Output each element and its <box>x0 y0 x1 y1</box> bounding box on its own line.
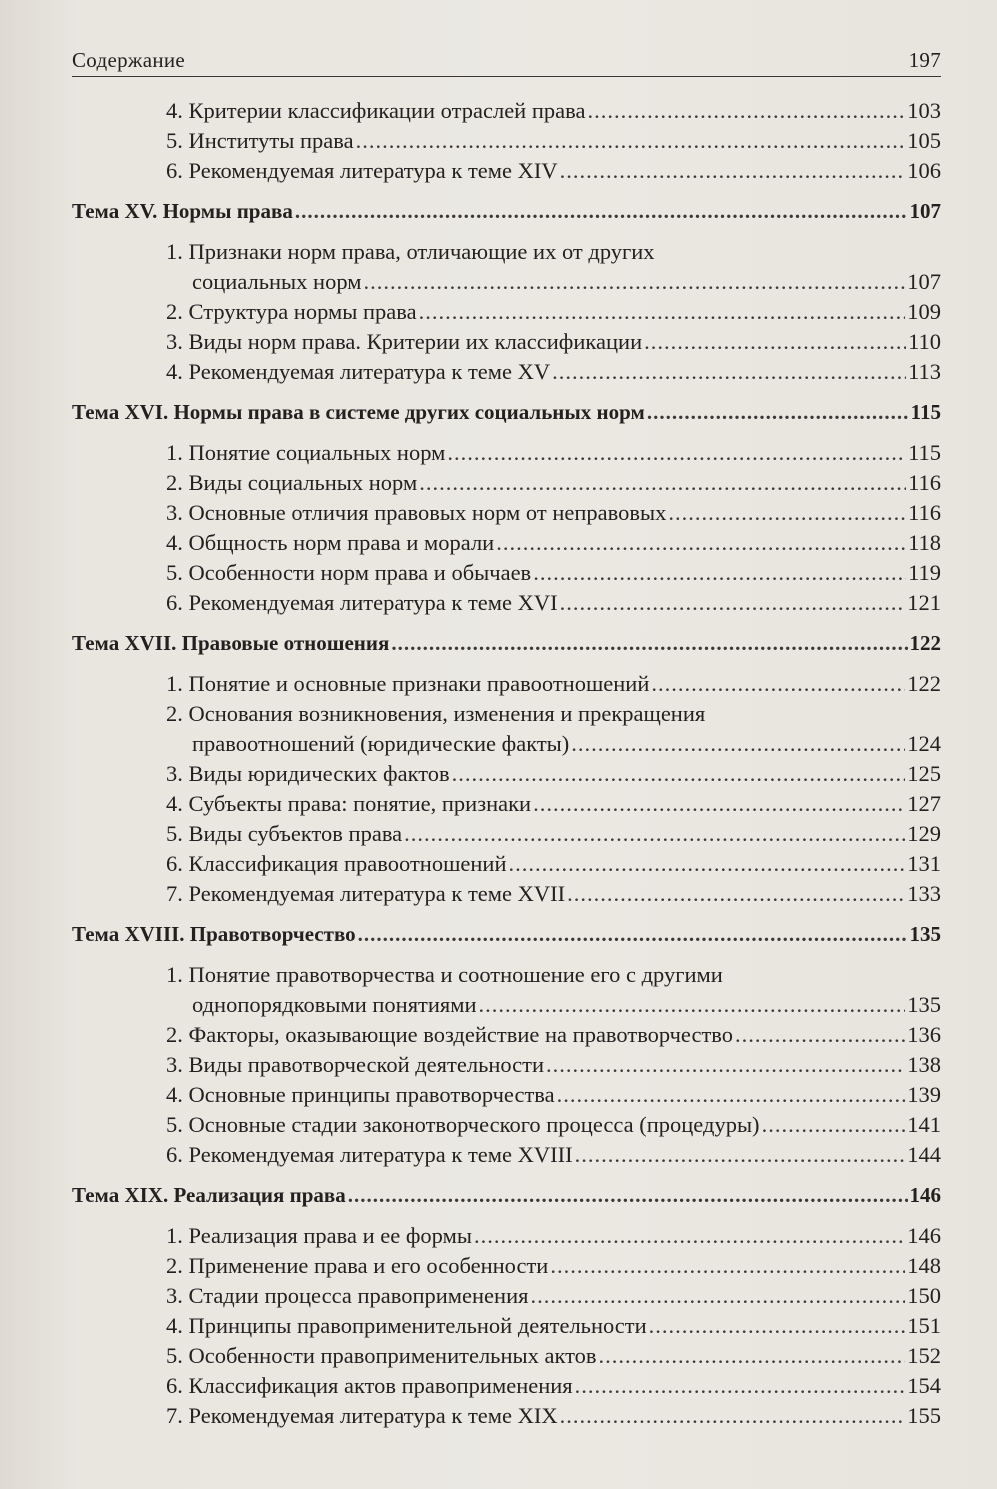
toc-item-text: 5. Особенности правоприменительных актов <box>166 1343 597 1368</box>
dot-leader <box>533 558 906 588</box>
toc-item-page: 133 <box>907 881 941 906</box>
dot-leader <box>552 357 906 387</box>
toc-item-page: 109 <box>907 299 941 324</box>
dot-leader <box>560 1401 906 1431</box>
toc-item-text: однопорядковыми понятиями <box>192 992 477 1017</box>
dot-leader <box>474 1221 905 1251</box>
toc-item-text: 4. Принципы правоприменительной деятельности <box>166 1313 647 1338</box>
toc-item <box>72 1341 941 1371</box>
toc-item-text: 7. Рекомендуемая литература к теме XVII <box>166 881 566 906</box>
toc-item-page: 121 <box>907 590 941 615</box>
dot-leader <box>419 297 906 327</box>
dot-leader <box>533 789 905 819</box>
dot-leader <box>668 498 906 528</box>
dot-leader <box>391 627 907 659</box>
dot-leader <box>419 468 906 498</box>
dot-leader <box>452 759 906 789</box>
dot-leader <box>557 1080 906 1110</box>
toc-item <box>72 1371 941 1401</box>
toc-item-text: 4. Основные принципы правотворчества <box>166 1082 555 1107</box>
toc-item-text: 1. Реализация права и ее формы <box>166 1223 472 1248</box>
dot-leader <box>651 669 905 699</box>
toc-item-text: 5. Основные стадии законотворческого процесса (процедуры) <box>166 1112 760 1137</box>
toc-item-page: 125 <box>907 761 941 786</box>
toc-item-text: 3. Основные отличия правовых норм от неправовых <box>166 500 667 525</box>
toc-item-text: 7. Рекомендуемая литература к теме XIX <box>166 1403 558 1428</box>
toc-item <box>72 1221 941 1251</box>
dot-leader <box>363 267 905 297</box>
toc-topic-heading <box>72 396 941 428</box>
toc-item <box>72 558 941 588</box>
toc-item-text: 4. Субъекты права: понятие, признаки <box>166 791 532 816</box>
dot-leader <box>649 1311 906 1341</box>
toc-topic-page: 122 <box>909 631 941 655</box>
toc-item-text: 3. Виды юридических фактов <box>166 761 450 786</box>
toc-item <box>72 789 941 819</box>
toc-item <box>72 498 941 528</box>
toc-item <box>72 819 941 849</box>
toc-item <box>72 357 941 387</box>
toc-item-page: 106 <box>907 158 941 183</box>
toc-item-page: 103 <box>907 98 941 123</box>
toc-item <box>72 297 941 327</box>
toc-item-text: 5. Виды субъектов права <box>166 821 403 846</box>
toc-item-text: 2. Применение права и его особенности <box>166 1253 549 1278</box>
toc-item-page: 127 <box>907 791 941 816</box>
toc-item-page: 144 <box>907 1142 941 1167</box>
toc-item-page: 122 <box>907 671 941 696</box>
toc-item-text: 6. Рекомендуемая литература к теме XVIII <box>166 1142 573 1167</box>
toc-item-text: 6. Классификация правоотношений <box>166 851 507 876</box>
running-head-title: Содержание <box>72 48 186 72</box>
toc-item <box>72 1110 941 1140</box>
dot-leader <box>735 1020 905 1050</box>
toc-item-page: 148 <box>907 1253 941 1278</box>
toc-item-page: 107 <box>907 269 941 294</box>
dot-leader <box>530 1281 905 1311</box>
toc-item <box>72 669 941 699</box>
dot-leader <box>546 1050 905 1080</box>
toc-item <box>72 267 941 297</box>
toc-item-text: 3. Виды правотворческой деятельности <box>166 1052 545 1077</box>
toc-item-text: 1. Понятие социальных норм <box>166 440 446 465</box>
toc-item-page: 118 <box>908 530 941 555</box>
dot-leader <box>358 918 908 950</box>
toc-item <box>72 1401 941 1431</box>
dot-leader <box>479 990 906 1020</box>
toc-item-page: 139 <box>907 1082 941 1107</box>
dot-leader <box>560 156 906 186</box>
toc-item <box>72 126 941 156</box>
toc-item-page: 110 <box>908 329 941 354</box>
toc-item-page: 113 <box>908 359 941 384</box>
toc-item <box>72 1311 941 1341</box>
toc-topic-title: Тема XVI. Нормы права в системе других социальных норм <box>72 400 645 424</box>
toc-topic-title: Тема XV. Нормы права <box>72 199 293 223</box>
toc-item-text: 2. Виды социальных норм <box>166 470 418 495</box>
toc-topic-title: Тема XVII. Правовые отношения <box>72 631 390 655</box>
toc-item <box>72 759 941 789</box>
toc-item-text: 3. Стадии процесса правоприменения <box>166 1283 529 1308</box>
toc-item-text: 4. Рекомендуемая литература к теме XV <box>166 359 551 384</box>
toc-item <box>72 438 941 468</box>
table-of-contents <box>72 96 941 1431</box>
dot-leader <box>404 819 905 849</box>
toc-item-text: 4. Общность норм права и морали <box>166 530 495 555</box>
toc-item-text: 6. Рекомендуемая литература к теме XIV <box>166 158 558 183</box>
toc-item <box>72 528 941 558</box>
dot-leader <box>575 1371 906 1401</box>
dot-leader <box>647 396 909 428</box>
toc-topic-heading <box>72 918 941 950</box>
toc-item-page: 136 <box>907 1022 941 1047</box>
toc-item-first-line: 1. Признаки норм права, отличающие их от других <box>166 239 655 264</box>
toc-item <box>72 1281 941 1311</box>
dot-leader <box>762 1110 906 1140</box>
toc-item-page: 151 <box>907 1313 941 1338</box>
toc-item <box>72 1140 941 1170</box>
dot-leader <box>447 438 906 468</box>
toc-item <box>72 849 941 879</box>
dot-leader <box>550 1251 905 1281</box>
toc-item-page: 129 <box>907 821 941 846</box>
toc-item <box>72 1251 941 1281</box>
toc-item <box>72 1050 941 1080</box>
toc-item <box>72 729 941 759</box>
toc-topic-heading <box>72 627 941 659</box>
toc-item-text: 6. Классификация актов правоприменения <box>166 1373 573 1398</box>
toc-item <box>72 156 941 186</box>
toc-item-page: 155 <box>907 1403 941 1428</box>
dot-leader <box>496 528 906 558</box>
dot-leader <box>644 327 906 357</box>
toc-item-page: 105 <box>907 128 941 153</box>
toc-item-page: 115 <box>908 440 941 465</box>
toc-item <box>72 327 941 357</box>
toc-item-page: 146 <box>907 1223 941 1248</box>
toc-item-page: 131 <box>907 851 941 876</box>
toc-topic-page: 146 <box>909 1183 941 1207</box>
dot-leader <box>560 588 906 618</box>
toc-item-text: 5. Особенности норм права и обычаев <box>166 560 532 585</box>
toc-item-page: 116 <box>908 500 941 525</box>
toc-item-text: правоотношений (юридические факты) <box>192 731 570 756</box>
dot-leader <box>587 96 905 126</box>
toc-topic-heading <box>72 1179 941 1211</box>
toc-topic-title: Тема XVIII. Правотворчество <box>72 922 356 946</box>
toc-item-page: 152 <box>907 1343 941 1368</box>
toc-topic-title: Тема XIX. Реализация права <box>72 1183 346 1207</box>
toc-topic-page: 135 <box>909 922 941 946</box>
toc-topic-heading <box>72 195 941 227</box>
toc-item <box>72 96 941 126</box>
toc-item-text: 2. Структура нормы права <box>166 299 417 324</box>
toc-item <box>72 990 941 1020</box>
toc-item-text: 1. Понятие и основные признаки правоотношений <box>166 671 650 696</box>
toc-item-page: 119 <box>908 560 941 585</box>
dot-leader <box>571 729 905 759</box>
toc-item-first-line: 1. Понятие правотворчества и соотношение его с другими <box>166 962 723 987</box>
toc-item <box>72 879 941 909</box>
dot-leader <box>509 849 906 879</box>
toc-item-page: 116 <box>908 470 941 495</box>
dot-leader <box>567 879 905 909</box>
toc-item <box>72 1020 941 1050</box>
toc-item-text: социальных норм <box>192 269 362 294</box>
toc-item-page: 150 <box>907 1283 941 1308</box>
toc-item-first-line: 2. Основания возникновения, изменения и прекращения <box>166 701 706 726</box>
toc-item-page: 124 <box>907 731 941 756</box>
dot-leader <box>348 1179 908 1211</box>
toc-topic-page: 115 <box>910 400 941 424</box>
dot-leader <box>295 195 908 227</box>
toc-item-page: 135 <box>907 992 941 1017</box>
toc-item-page: 138 <box>907 1052 941 1077</box>
toc-item-text: 4. Критерии классификации отраслей права <box>166 98 586 123</box>
toc-item <box>72 588 941 618</box>
dot-leader <box>356 126 906 156</box>
running-head-page-number: 197 <box>908 48 941 72</box>
toc-item <box>72 468 941 498</box>
toc-topic-page: 107 <box>909 199 941 223</box>
toc-item <box>72 1080 941 1110</box>
dot-leader <box>575 1140 906 1170</box>
toc-item-text: 3. Виды норм права. Критерии их классификации <box>166 329 643 354</box>
running-head <box>72 44 941 77</box>
dot-leader <box>599 1341 906 1371</box>
toc-item-text: 6. Рекомендуемая литература к теме XVI <box>166 590 558 615</box>
toc-item-page: 154 <box>907 1373 941 1398</box>
toc-item-page: 141 <box>907 1112 941 1137</box>
toc-item-text: 2. Факторы, оказывающие воздействие на правотворчество <box>166 1022 734 1047</box>
toc-item-text: 5. Институты права <box>166 128 354 153</box>
